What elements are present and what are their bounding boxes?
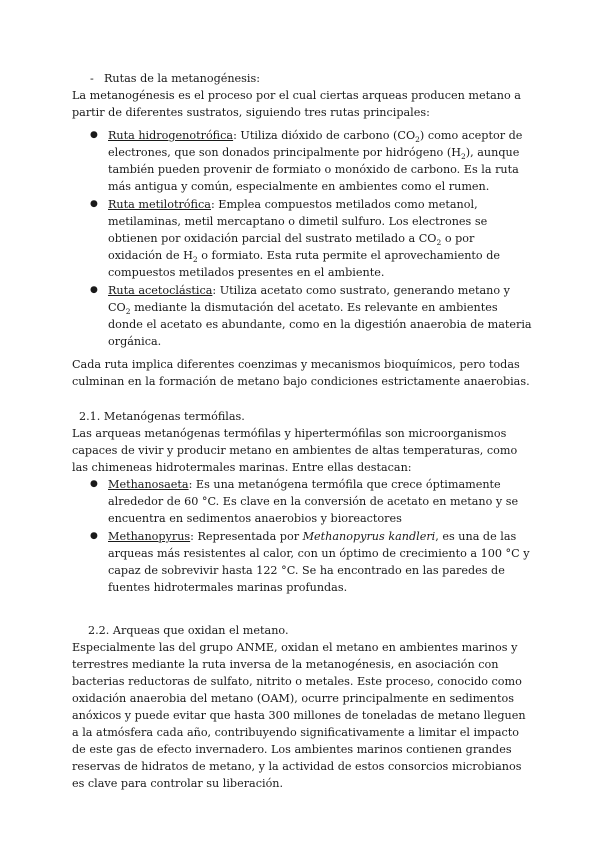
thermophiles-list [72,476,532,596]
subscript: 2 [436,238,442,248]
organism-text: : Representada por [190,530,303,543]
subscript: 2 [460,152,466,162]
bullet-icon: ● [90,199,98,209]
route-text: : Utiliza acetato como sustrato, generando metano y CO [108,284,510,314]
route-name: Ruta acetoclástica [108,284,213,297]
subscript: 2 [125,307,131,317]
routes-list [72,127,532,350]
route-text: mediante la dismutación del acetato. Es relevante en ambientes donde el acetato es abundante, como en la digestión anaerobia de materia orgánica. [108,301,532,348]
organism-species: Methanopyrus kandleri [302,530,436,543]
list-item [72,528,532,596]
route-text: ) como aceptor de electrones, que son donados principalmente por hidrógeno (H [108,129,523,159]
route-text: o formiato. Esta ruta permite el aprovechamiento de compuestos metilados presentes en el ambiente. [108,249,500,279]
section2-intro: Las arqueas metanógenas termófilas y hipertermófilas son microorganismos capaces de vivir y producir metano en ambientes de altas temperaturas, como las chimeneas hidrotermales marinas. Entre ellas destacan: [72,427,518,474]
route-text: : Utiliza dióxido de carbono (CO [233,129,416,142]
section1-closing: Cada ruta implica diferentes coenzimas y mecanismos bioquímicos, pero todas culminan en la formación de metano bajo condiciones estrictamente anaerobias. [72,358,530,388]
organism-name: Methanopyrus [108,530,191,543]
bullet-icon: ● [90,285,98,295]
section1-title-line [72,70,532,87]
list-item [72,196,532,281]
organism-name: Methanosaeta [108,478,189,491]
bullet-icon: ● [90,531,98,541]
subscript: 2 [415,135,420,145]
list-item [72,127,532,195]
list-item [72,476,532,527]
route-text: o por oxidación de H [108,232,475,262]
route-text: : Emplea compuestos metilados como metanol, metilaminas, metil mercaptano o dimetil sulfuro. Los electrones se obtienen por oxidación parcial del sustrato metilado a CO [108,198,488,245]
section3-heading: 2.2. Arqueas que oxidan el metano. [88,624,289,637]
route-text: ), aunque también pueden provenir de formiato o monóxido de carbono. Es la ruta más antigua y común, especialmente en ambientes como el rumen. [108,146,520,193]
section3-body: Especialmente las del grupo ANME, oxidan el metano en ambientes marinos y terrestres mediante la ruta inversa de la metanogénesis, en asociación con bacterias reductoras de sulfato, nitrito o metales. Este proceso, conocido como oxidación anaerobia del metano (OAM), ocurre principalmente en sedimentos anóxicos y puede evitar que hasta 300 millones de toneladas de metano lleguen a la atmósfera cada año, contribuyendo significativamente a limitar el impacto de este gas de efecto invernadero. Los ambientes marinos contienen grandes reservas de hidratos de metano, y la actividad de estos consorcios microbianos es clave para controlar su liberación. [72,641,526,790]
list-item [72,282,532,350]
bullet-icon: ● [90,130,98,140]
section1-intro: La metanogénesis es el proceso por el cual ciertas arqueas producen metano a partir de diferentes sustratos, siguiendo tres rutas principales: [72,89,521,119]
section1-title: Rutas de la metanogénesis: [104,72,261,85]
route-name: Ruta hidrogenotrófica [108,129,234,142]
bullet-icon: ● [90,479,98,489]
document-content [72,70,532,792]
dash-marker: - [90,72,94,85]
organism-text: , es una de las arqueas más resistentes al calor, con un óptimo de crecimiento a 100 °C y capaz de sobrevivir hasta 122 °C. Se ha encontrado en las paredes de fuentes hidrotermales marinas profundas. [108,530,530,594]
organism-text: : Es una metanógena termófila que crece óptimamente alrededor de 60 °C. Es clave en la conversión de acetato en metano y se encuentra en sedimentos anaerobios y bioreactores [108,478,519,525]
section2-heading: 2.1. Metanógenas termófilas. [79,410,245,423]
subscript: 2 [192,255,198,265]
route-name: Ruta metilotrófica [108,198,211,211]
